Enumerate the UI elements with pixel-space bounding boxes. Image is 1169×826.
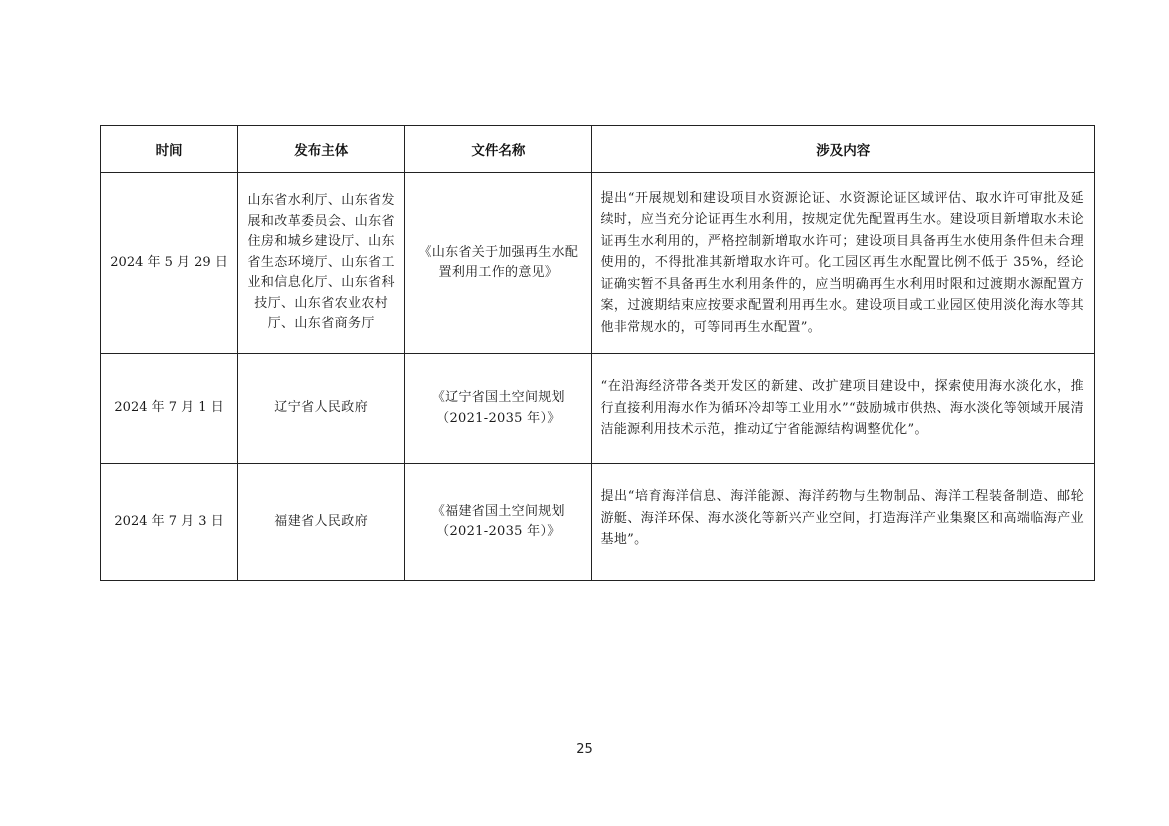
cell-content: 提出“培育海洋信息、海洋能源、海洋药物与生物制品、海洋工程装备制造、邮轮游艇、海洋环保、海水淡化等新兴产业空间，打造海洋产业集聚区和高端临海产业基地”。 bbox=[592, 464, 1095, 581]
cell-publisher: 辽宁省人民政府 bbox=[238, 354, 405, 464]
cell-document: 《福建省国土空间规划（2021-2035 年）》 bbox=[405, 464, 592, 581]
cell-publisher: 山东省水利厅、山东省发展和改革委员会、山东省住房和城乡建设厅、山东省生态环境厅、山东省工业和信息化厅、山东省科技厅、山东省农业农村厅、山东省商务厅 bbox=[238, 173, 405, 354]
table-row bbox=[101, 173, 1095, 354]
page-number: 25 bbox=[576, 742, 593, 757]
table-row bbox=[101, 354, 1095, 464]
header-content: 涉及内容 bbox=[592, 126, 1095, 173]
table-header-row bbox=[101, 126, 1095, 173]
cell-time: 2024 年 7 月 1 日 bbox=[101, 354, 238, 464]
table-row bbox=[101, 464, 1095, 581]
cell-document: 《辽宁省国土空间规划（2021-2035 年）》 bbox=[405, 354, 592, 464]
cell-time: 2024 年 7 月 3 日 bbox=[101, 464, 238, 581]
cell-publisher: 福建省人民政府 bbox=[238, 464, 405, 581]
header-time: 时间 bbox=[101, 126, 238, 173]
header-publisher: 发布主体 bbox=[238, 126, 405, 173]
header-document: 文件名称 bbox=[405, 126, 592, 173]
cell-document: 《山东省关于加强再生水配置利用工作的意见》 bbox=[405, 173, 592, 354]
cell-time: 2024 年 5 月 29 日 bbox=[101, 173, 238, 354]
policy-table bbox=[100, 125, 1095, 581]
cell-content: “在沿海经济带各类开发区的新建、改扩建项目建设中，探索使用海水淡化水，推行直接利用海水作为循环冷却等工业用水”“鼓励城市供热、海水淡化等领域开展清洁能源利用技术示范，推动辽宁省能源结构调整优化”。 bbox=[592, 354, 1095, 464]
cell-content: 提出“开展规划和建设项目水资源论证、水资源论证区域评估、取水许可审批及延续时，应当充分论证再生水利用，按规定优先配置再生水。建设项目新增取水未论证再生水利用的，严格控制新增取水许可；建设项目具备再生水使用条件但未合理使用的，不得批准其新增取水许可。化工园区再生水配置比例不低于 35%，经论证确实暂不具备再生水利用条件的，应当明确再生水利用时限和过渡期水源配置方案，过渡期结束应按要求配置利用再生水。建设项目或工业园区使用淡化海水等其他非常规水的，可等同再生水配置”。 bbox=[592, 173, 1095, 354]
